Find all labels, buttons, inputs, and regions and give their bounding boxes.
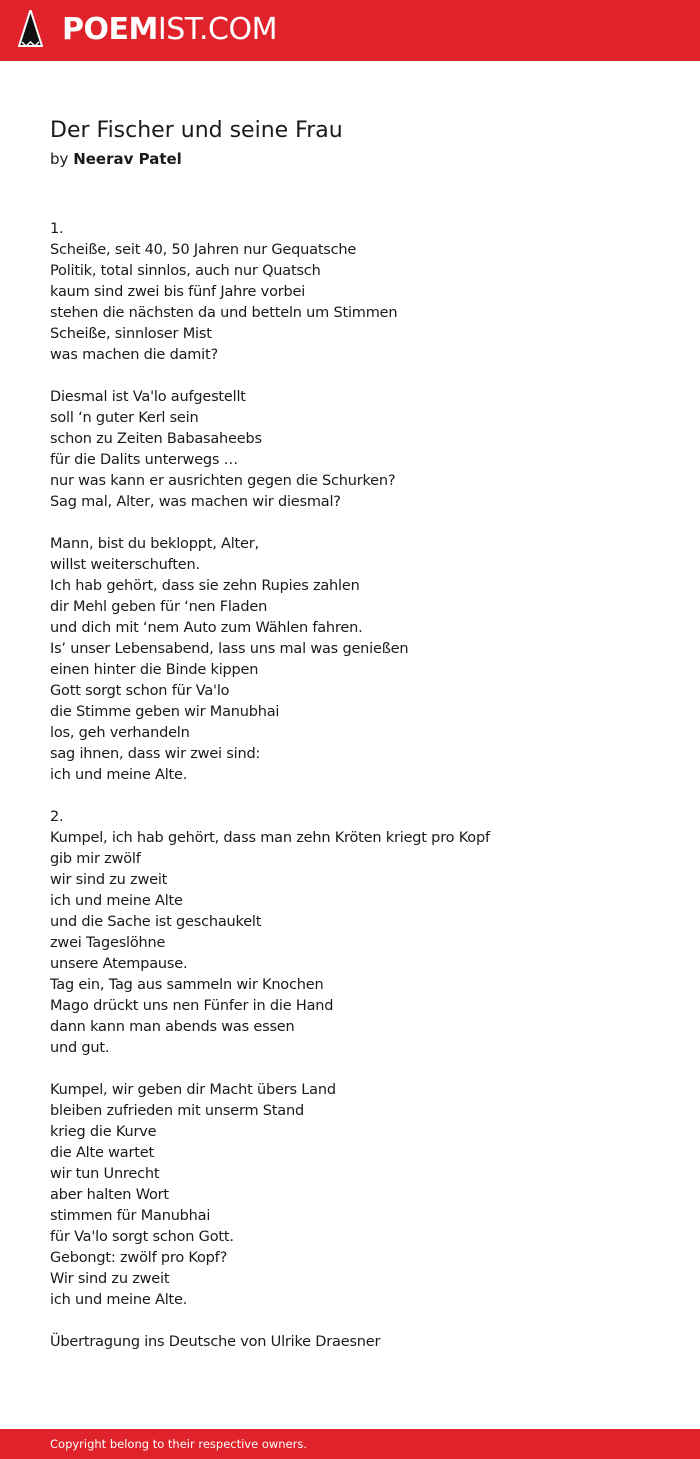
poem-line: Politik, total sinnlos, auch nur Quatsch bbox=[50, 263, 321, 279]
stanza-break bbox=[50, 366, 650, 387]
poem-line: Kumpel, wir geben dir Macht übers Land bbox=[50, 1082, 336, 1098]
poem-line: Mann, bist du bekloppt, Alter, bbox=[50, 536, 259, 552]
poem-line: stehen die nächsten da und betteln um Stimmen bbox=[50, 305, 398, 321]
poem-line: Ich hab gehört, dass sie zehn Rupies zahlen bbox=[50, 578, 360, 594]
poem-line: los, geh verhandeln bbox=[50, 725, 190, 741]
by-label: by bbox=[50, 150, 69, 168]
poem-line: ich und meine Alte. bbox=[50, 767, 188, 783]
pencil-tip-icon[interactable] bbox=[18, 10, 43, 50]
poem-line: und die Sache ist geschaukelt bbox=[50, 914, 262, 930]
poem-line: 2. bbox=[50, 809, 64, 825]
poem-line: Kumpel, ich hab gehört, dass man zehn Kröten kriegt pro Kopf bbox=[50, 830, 490, 846]
poem-line: nur was kann er ausrichten gegen die Schurken? bbox=[50, 473, 396, 489]
poem-line: Gott sorgt schon für Va'lo bbox=[50, 683, 230, 699]
poem-line: Diesmal ist Va'lo aufgestellt bbox=[50, 389, 246, 405]
poem-line: wir tun Unrecht bbox=[50, 1166, 160, 1182]
poem-line: dann kann man abends was essen bbox=[50, 1019, 295, 1035]
poem-line: Scheiße, seit 40, 50 Jahren nur Gequatsche bbox=[50, 242, 357, 258]
poem-line: die Stimme geben wir Manubhai bbox=[50, 704, 280, 720]
poem-line: kaum sind zwei bis fünf Jahre vorbei bbox=[50, 284, 306, 300]
poem-line: Sag mal, Alter, was machen wir diesmal? bbox=[50, 494, 341, 510]
poem-line: aber halten Wort bbox=[50, 1187, 169, 1203]
poem-line: Übertragung ins Deutsche von Ulrike Draesner bbox=[50, 1334, 381, 1350]
poem-line: Tag ein, Tag aus sammeln wir Knochen bbox=[50, 977, 324, 993]
stanza-break bbox=[50, 1059, 650, 1080]
poem-line: stimmen für Manubhai bbox=[50, 1208, 211, 1224]
copyright-text: Copyright belong to their respective owners. bbox=[50, 1437, 308, 1451]
brand-bold: POEM bbox=[62, 12, 158, 47]
poem-line: Gebongt: zwölf pro Kopf? bbox=[50, 1250, 228, 1266]
stanza-break bbox=[50, 1311, 650, 1332]
site-footer bbox=[0, 1429, 700, 1459]
poem-line: ich und meine Alte. bbox=[50, 1292, 188, 1308]
stanza-break bbox=[50, 513, 650, 534]
site-header bbox=[0, 0, 700, 61]
brand-rest: IST.COM bbox=[157, 12, 277, 47]
poem-line: Scheiße, sinnloser Mist bbox=[50, 326, 212, 342]
poem-line: willst weiterschuften. bbox=[50, 557, 200, 573]
poem-line: für die Dalits unterwegs … bbox=[50, 452, 238, 468]
poem-line: Mago drückt uns nen Fünfer in die Hand bbox=[50, 998, 334, 1014]
poem-line: zwei Tageslöhne bbox=[50, 935, 166, 951]
poem-line: sag ihnen, dass wir zwei sind: bbox=[50, 746, 261, 762]
poem-title: Der Fischer und seine Frau bbox=[50, 118, 343, 143]
poem-line: einen hinter die Binde kippen bbox=[50, 662, 259, 678]
poem-line: und dich mit ‘nem Auto zum Wählen fahren. bbox=[50, 620, 363, 636]
poem-line: was machen die damit? bbox=[50, 347, 218, 363]
poem-line: unsere Atempause. bbox=[50, 956, 188, 972]
poem-line: gib mir zwölf bbox=[50, 851, 141, 867]
poem-line: schon zu Zeiten Babasaheebs bbox=[50, 431, 262, 447]
poem-line: und gut. bbox=[50, 1040, 110, 1056]
poem-line: für Va'lo sorgt schon Gott. bbox=[50, 1229, 234, 1245]
stanza-break bbox=[50, 786, 650, 807]
poem-line: wir sind zu zweit bbox=[50, 872, 168, 888]
poem-line: die Alte wartet bbox=[50, 1145, 154, 1161]
poem-line: dir Mehl geben für ‘nen Fladen bbox=[50, 599, 268, 615]
byline bbox=[50, 149, 182, 169]
poem-line: krieg die Kurve bbox=[50, 1124, 157, 1140]
poem-line: 1. bbox=[50, 221, 64, 237]
author-name: Neerav Patel bbox=[73, 150, 182, 168]
poem-line: Wir sind zu zweit bbox=[50, 1271, 170, 1287]
poem-line: ich und meine Alte bbox=[50, 893, 183, 909]
poem-body bbox=[50, 219, 650, 1353]
poem-line: bleiben zufrieden mit unserm Stand bbox=[50, 1103, 304, 1119]
poem-line: Is’ unser Lebensabend, lass uns mal was genießen bbox=[50, 641, 409, 657]
poem-line: soll ‘n guter Kerl sein bbox=[50, 410, 199, 426]
site-logo-wordmark[interactable] bbox=[62, 13, 277, 47]
